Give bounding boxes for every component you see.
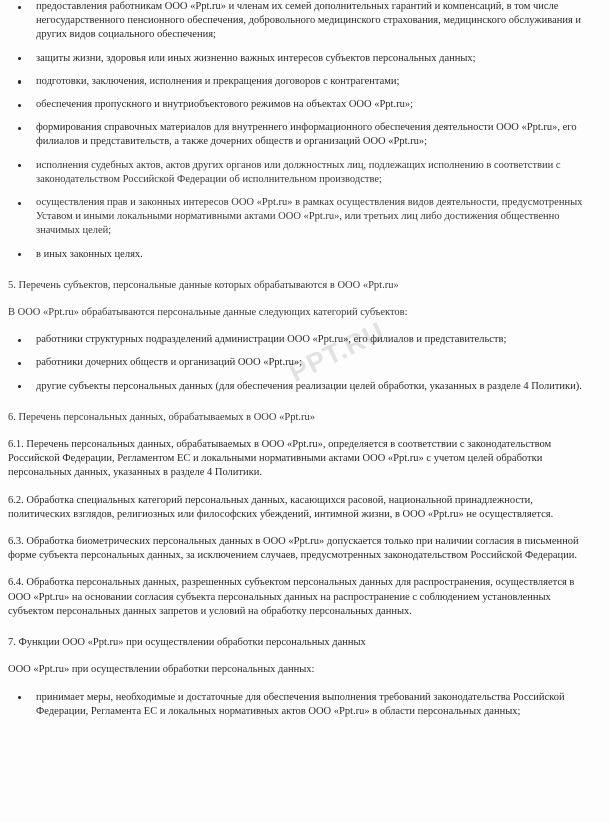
spacer (8, 522, 596, 535)
section-5-intro: В ООО «Ppt.ru» обрабатываются персональные данные следующих категорий субъектов: (8, 307, 408, 319)
list-item (8, 356, 596, 370)
section-5-heading: 5. Перечень субъектов, персональные данные которых обрабатываются в ООО «Ppt.ru» (8, 279, 399, 291)
section-5-bullet-list (8, 333, 596, 394)
spacer (8, 293, 596, 306)
clause-6-4: 6.4. Обработка персональных данных, разрешенных субъектом персональных данных для распространения, осуществляется в ООО «Ppt.ru» на основании согласия субъекта персональных данных на распространение с соблюдением установленных субъектом персональных данных запретов и условий на обработку персональных данных. (8, 577, 575, 617)
list-item (8, 248, 596, 262)
list-item (8, 0, 596, 43)
list-item-text: защиты жизни, здоровья или иных жизненно важных интересов субъектов персональных данных; (36, 52, 476, 64)
list-item-text: в иных законных целях. (36, 248, 143, 260)
spacer (8, 678, 596, 691)
watermark-ppt-ru: PPT.RU (284, 316, 390, 388)
purposes-bullet-list (8, 0, 596, 262)
list-item (8, 333, 596, 347)
clause-6-1: 6.1. Перечень персональных данных, обрабатываемых в ООО «Ppt.ru», определяется в соответствии с законодательством Российской Федерации, Регламентом ЕС и локальными нормативными актами ООО «Ppt.ru» с учетом целей обработки персональных данных, указанных в разделе 4 Политики. (8, 439, 552, 479)
list-item (8, 98, 596, 112)
list-item-text: работники дочерних обществ и организаций ООО «Ppt.ru»; (36, 357, 303, 369)
section-7-heading: 7. Функции ООО «Ppt.ru» при осуществлении обработки персональных данных (8, 637, 366, 649)
list-item (8, 691, 596, 719)
clause-6-2: 6.2. Обработка специальных категорий персональных данных, касающихся расовой, национальной принадлежности, политических взглядов, религиозных или философских убеждений, интимной жизни, в ООО «Ppt.ru» не осуществляется. (8, 494, 554, 520)
spacer (8, 650, 596, 663)
spacer (8, 262, 596, 279)
spacer (8, 481, 596, 494)
section-7-bullet-list (8, 691, 596, 719)
list-item (8, 121, 596, 149)
spacer (8, 320, 596, 333)
list-item (8, 159, 596, 187)
spacer (8, 394, 596, 411)
list-item-text: другие субъекты персональных данных (для обеспечения реализации целей обработки, указанных в разделе 4 Политики). (36, 380, 582, 392)
list-item (8, 52, 596, 66)
list-item (8, 75, 596, 89)
list-item-text: осуществления прав и законных интересов ООО «Ppt.ru» в рамках осуществления видов деятельности, предусмотренных Уставом и иными локальными нормативными актами ООО «Ppt.ru», или третьих лиц либо достижения общественно значимых целей; (36, 197, 583, 237)
list-item-text: обеспечения пропускного и внутриобъектового режимов на объектах ООО «Ppt.ru»; (36, 99, 413, 111)
list-item-text: предоставления работникам ООО «Ppt.ru» и членам их семей дополнительных гарантий и компенсаций, в том числе негосударственного пенсионного обеспечения, добровольного медицинского страхования, медицинского обслуживания и других видов социального обеспечения; (36, 1, 582, 41)
section-7-intro: ООО «Ppt.ru» при осуществлении обработки персональных данных: (8, 664, 315, 676)
list-item (8, 380, 596, 394)
spacer (8, 563, 596, 576)
spacer (8, 425, 596, 438)
list-item-text: формирования справочных материалов для внутреннего информационного обеспечения деятельности ООО «Ppt.ru», его филиалов и представительств, а также дочерних обществ и организаций ООО «Ppt.ru»; (36, 122, 577, 148)
spacer (8, 619, 596, 636)
clause-6-3: 6.3. Обработка биометрических персональных данных в ООО «Ppt.ru» допускается только при наличии согласия в письменной форме субъекта персональных данных, за исключением случаев, предусмотренных законодательством Российской Федерации. (8, 536, 579, 562)
list-item (8, 196, 596, 239)
list-item-text: исполнения судебных актов, актов других органов или должностных лиц, подлежащих исполнению в соответствии с законодательством Российской Федерации об исполнительном производстве; (36, 159, 561, 185)
list-item-text: подготовки, заключения, исполнения и прекращения договоров с контрагентами; (36, 75, 400, 87)
list-item-text: работники структурных подразделений администрации ООО «Ppt.ru», его филиалов и представительств; (36, 334, 507, 346)
list-item-text: принимает меры, необходимые и достаточные для обеспечения выполнения требований законодательства Российской Федерации, Регламента ЕС и локальных нормативных актов ООО «Ppt.ru» в области персональных данных; (36, 691, 565, 717)
section-6-heading: 6. Перечень персональных данных, обрабатываемых в ООО «Ppt.ru» (8, 411, 315, 423)
